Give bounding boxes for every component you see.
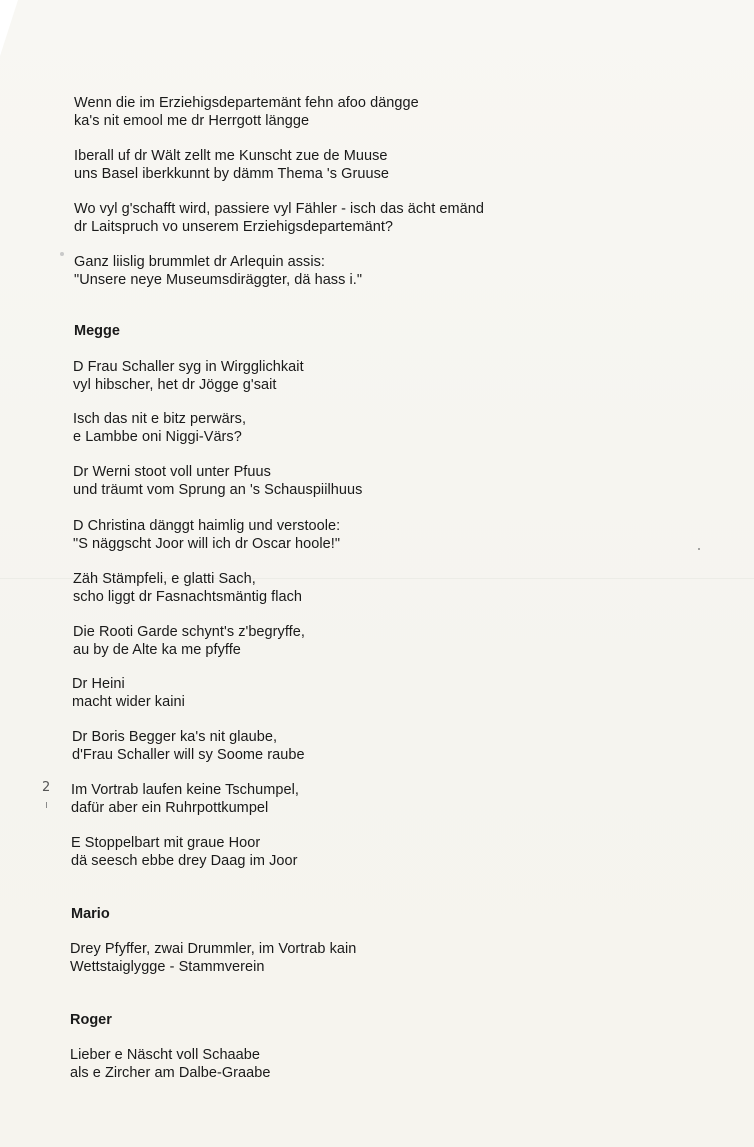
stanza — [70, 940, 356, 976]
stanza — [72, 675, 185, 711]
stanza — [73, 358, 304, 394]
verse-line: dä seesch ebbe drey Daag im Joor — [71, 853, 298, 869]
speck — [698, 548, 700, 550]
stanza — [70, 1046, 271, 1082]
verse-line: E Stoppelbart mit graue Hoor — [71, 835, 261, 851]
verse-line: Im Vortrab laufen keine Tschumpel, — [71, 782, 299, 798]
verse-line: dr Laitspruch vo unserem Erziehigsdepartemänt? — [74, 219, 394, 235]
verse-line: vyl hibscher, het dr Jögge g'sait — [73, 377, 277, 393]
verse-line: Ganz liislig brummlet dr Arlequin assis: — [74, 254, 326, 270]
verse-line: "S näggscht Joor will ich dr Oscar hoole!" — [73, 536, 341, 552]
stanza — [73, 410, 246, 446]
verse-line: Isch das nit e bitz perwärs, — [73, 411, 247, 427]
verse-line: und träumt vom Sprung an 's Schauspiilhuus — [73, 482, 363, 498]
verse-line: als e Zircher am Dalbe-Graabe — [70, 1065, 271, 1081]
stanza — [71, 834, 297, 870]
stanza — [74, 253, 362, 289]
verse-line: Dr Heini — [72, 676, 125, 692]
stanza — [74, 94, 419, 130]
stanza — [73, 463, 362, 499]
section-heading: Roger — [70, 1012, 112, 1028]
section-heading: Mario — [71, 906, 110, 922]
stanza — [72, 728, 305, 764]
verse-line: dafür aber ein Ruhrpottkumpel — [71, 800, 269, 816]
verse-line: Iberall uf dr Wält zellt me Kunscht zue de Muuse — [74, 148, 388, 164]
verse-line: D Frau Schaller syg in Wirgglichkait — [73, 359, 304, 375]
verse-line: Die Rooti Garde schynt's z'begryffe, — [73, 624, 305, 640]
verse-line: Dr Boris Begger ka's nit glaube, — [72, 729, 278, 745]
pencil-mark — [46, 802, 47, 808]
verse-line: macht wider kaini — [72, 694, 185, 710]
stanza — [71, 781, 299, 817]
speck — [60, 252, 64, 256]
verse-line: ka's nit emool me dr Herrgott längge — [74, 113, 310, 129]
verse-line: Wo vyl g'schafft wird, passiere vyl Fähler - isch das ächt emänd — [74, 201, 484, 217]
verse-line: Wettstaiglygge - Stammverein — [70, 959, 265, 975]
section-heading: Megge — [74, 323, 120, 339]
stanza — [73, 517, 340, 553]
verse-line: e Lambbe oni Niggi-Värs? — [73, 429, 242, 445]
stanza — [73, 570, 302, 606]
verse-line: d'Frau Schaller will sy Soome raube — [72, 747, 305, 763]
verse-line: "Unsere neye Museumsdiräggter, dä hass i." — [74, 272, 363, 288]
verse-line: uns Basel iberkkunnt by dämm Thema 's Gruuse — [74, 166, 389, 182]
verse-line: scho liggt dr Fasnachtsmäntig flach — [73, 589, 303, 605]
verse-line: Dr Werni stoot voll unter Pfuus — [73, 464, 271, 480]
verse-line: Drey Pfyffer, zwai Drummler, im Vortrab kain — [70, 941, 357, 957]
verse-line: D Christina dänggt haimlig und verstoole: — [73, 518, 341, 534]
verse-line: Zäh Stämpfeli, e glatti Sach, — [73, 571, 256, 587]
stanza — [74, 200, 484, 236]
margin-handwritten-note: 2 — [42, 780, 51, 795]
verse-line: Lieber e Näscht voll Schaabe — [70, 1047, 261, 1063]
stanza — [74, 147, 389, 183]
stanza — [73, 623, 305, 659]
verse-line: au by de Alte ka me pfyffe — [73, 642, 241, 658]
verse-line: Wenn die im Erziehigsdepartemänt fehn afoo dängge — [74, 95, 419, 111]
